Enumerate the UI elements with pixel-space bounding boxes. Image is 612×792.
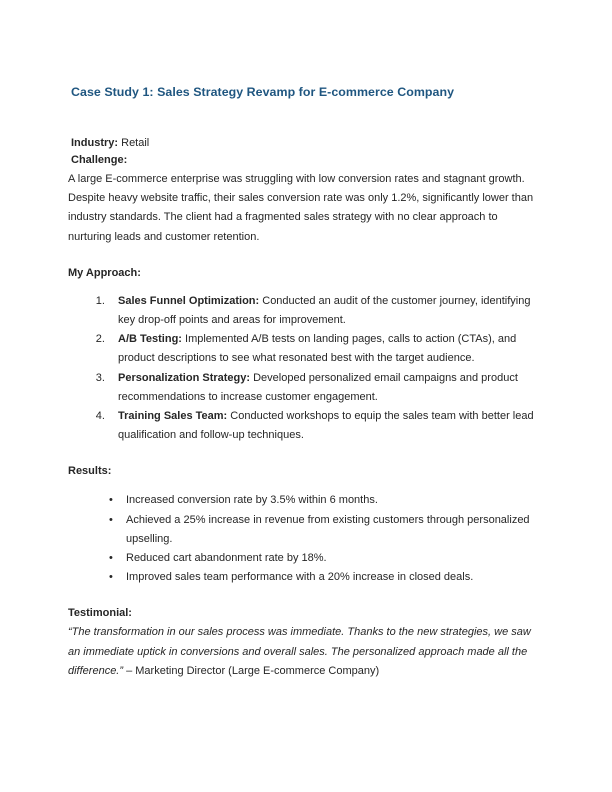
list-item	[108, 330, 542, 368]
approach-item-text: Conducted an audit of the customer journey, identifying key drop-off points and areas for improvement.	[118, 294, 531, 327]
list-item	[108, 369, 542, 407]
meta-block	[71, 135, 542, 169]
approach-item-text: Conducted workshops to equip the sales team with better lead qualification and follow-up techniques.	[118, 410, 534, 442]
document-content	[68, 84, 542, 692]
industry-line	[71, 135, 542, 152]
challenge-paragraph: A large E-commerce enterprise was struggling with low conversion rates and stagnant growth. Despite heavy website traffic, their sales conversion rate was only 1.2%, significantly lower than industry standards. The client had a fragmented sales strategy with no clear approach to nurturing leads and customer retention.	[68, 173, 534, 243]
challenge-label: Challenge:	[71, 154, 128, 166]
list-item	[108, 292, 542, 330]
page-title: Case Study 1: Sales Strategy Revamp for E-commerce Company	[71, 85, 455, 99]
industry-label: Industry:	[71, 137, 119, 149]
testimonial-quote: “The transformation in our sales process was immediate. Thanks to the new strategies, we saw an immediate uptick in conversions and overall sales. The personalized approach made all the difference.”	[68, 626, 531, 677]
challenge-line	[71, 152, 542, 169]
approach-item-text: Implemented A/B tests on landing pages, calls to action (CTAs), and product descriptions to see what resonated best with the target audience.	[118, 333, 517, 365]
testimonial-attribution: – Marketing Director (Large E-commerce Company)	[123, 664, 380, 677]
approach-heading: My Approach:	[68, 266, 141, 279]
approach-item-lead: Personalization Strategy:	[118, 371, 251, 384]
approach-item-lead: A/B Testing:	[118, 333, 182, 346]
list-item: • Improved sales team performance with a 20% increase in closed deals.	[108, 568, 542, 587]
approach-list	[68, 292, 542, 446]
approach-item-lead: Sales Funnel Optimization:	[118, 294, 260, 307]
list-item	[108, 407, 542, 445]
list-item: • Increased conversion rate by 3.5% within 6 months.	[108, 491, 542, 510]
approach-item-text: Developed personalized email campaigns and product recommendations to increase customer engagement.	[118, 371, 518, 403]
approach-item-lead: Training Sales Team:	[118, 410, 228, 423]
results-list	[68, 491, 542, 587]
list-item: • Reduced cart abandonment rate by 18%.	[108, 549, 542, 568]
list-item: • Achieved a 25% increase in revenue from existing customers through personalized upselling.	[108, 511, 542, 549]
testimonial-text	[68, 623, 542, 681]
industry-value: Retail	[118, 137, 150, 149]
testimonial-heading: Testimonial:	[68, 607, 132, 620]
results-heading: Results:	[68, 465, 112, 478]
